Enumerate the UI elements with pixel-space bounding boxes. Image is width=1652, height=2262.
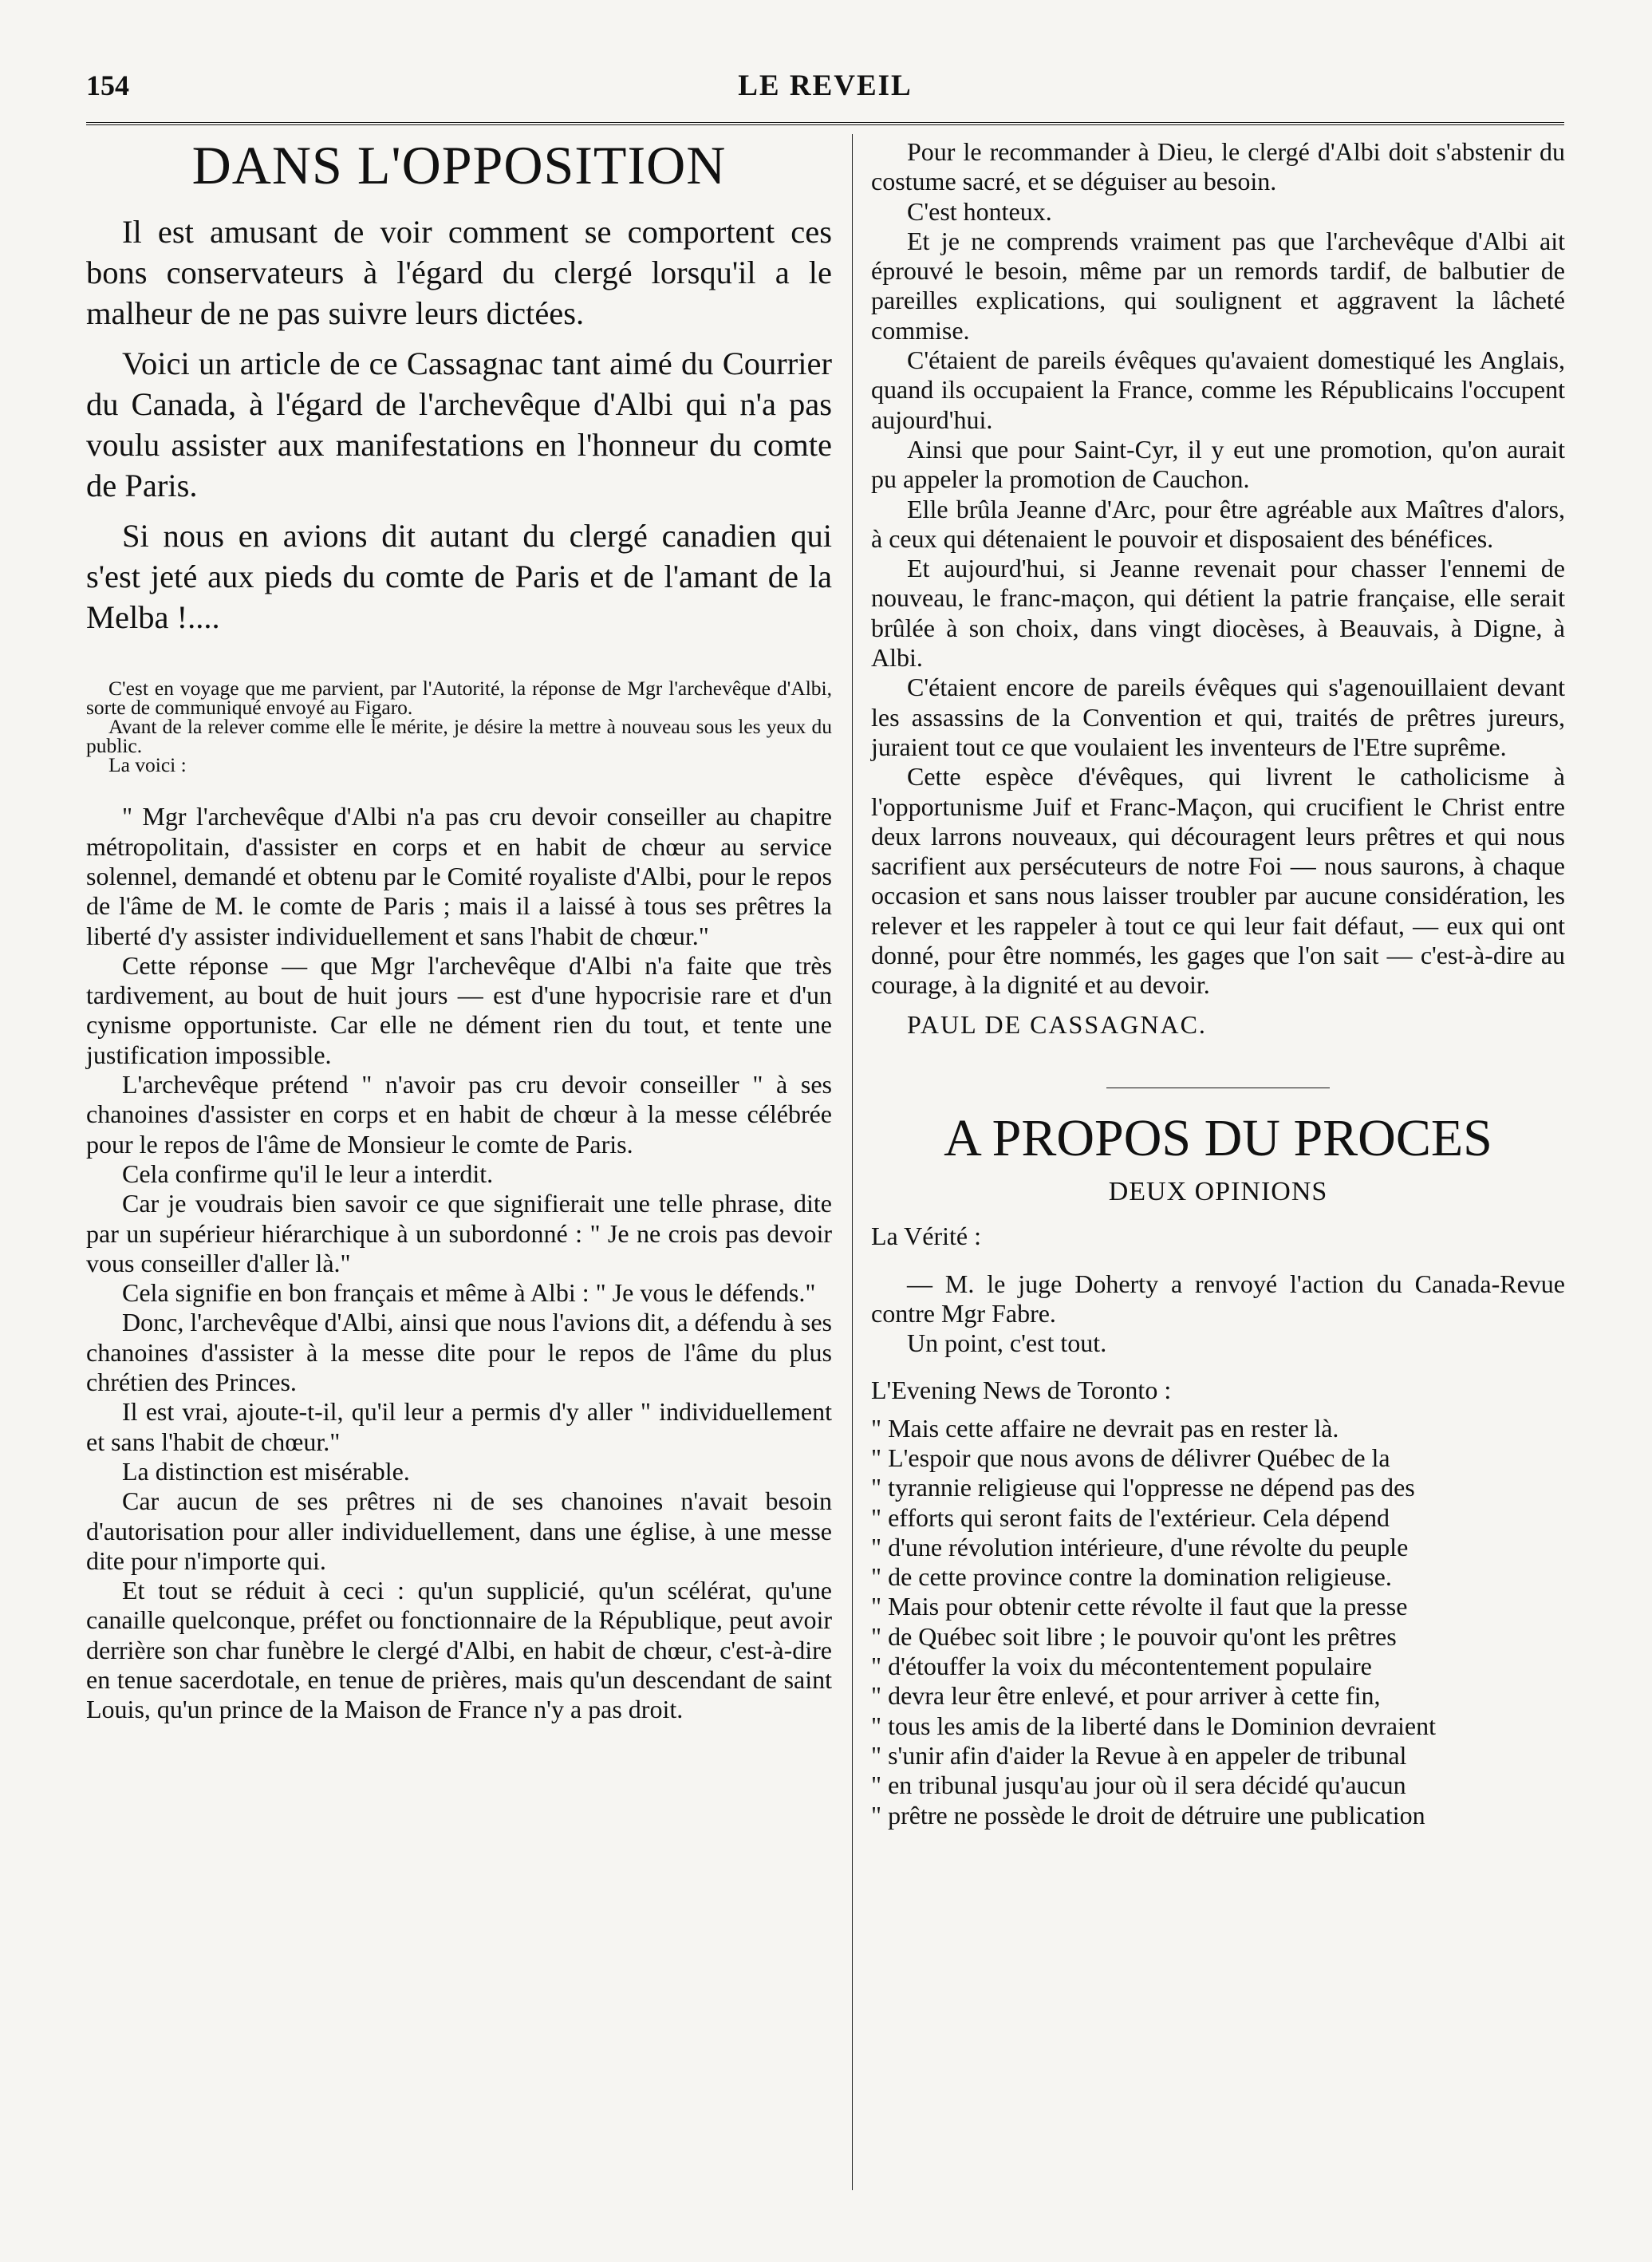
quote-line: " d'une révolution intérieure, d'une révolte du peuple xyxy=(871,1532,1409,1561)
body-paragraph: Et je ne comprends vraiment pas que l'archevêque d'Albi ait éprouvé le besoin, même par un remords tardif, de balbutier de pareilles explications, qui soulignent et aggravent la lâcheté commise. xyxy=(871,226,1565,345)
note-paragraph: La voici : xyxy=(108,753,187,777)
article-body xyxy=(86,802,832,1724)
body-paragraph: Cela confirme qu'il le leur a interdit. xyxy=(122,1159,494,1188)
body-paragraph: L'archevêque prétend " n'avoir pas cru devoir conseiller " à ses chanoines d'assister en corps et en habit de chœur à la messe célébrée pour le repos de l'âme de Monsieur le comte de Paris. xyxy=(86,1070,832,1159)
quote-line: " Mais cette affaire ne devrait pas en rester là. xyxy=(871,1413,1339,1443)
body-paragraph: Ainsi que pour Saint-Cyr, il y eut une promotion, qu'on aurait pu appeler la promotion de Cauchon. xyxy=(871,434,1565,494)
source-label: La Vérité : xyxy=(871,1222,982,1251)
second-article-subtitle: DEUX OPINIONS xyxy=(1108,1177,1328,1207)
article-continuation xyxy=(871,137,1565,1040)
body-paragraph: Car aucun de ses prêtres ni de ses chanoines n'avait besoin d'autorisation pour aller individuellement, dans une église, à une messe dite pour n'importe qui. xyxy=(86,1486,832,1575)
article-lead xyxy=(86,211,832,638)
quote-line: " en tribunal jusqu'au jour où il sera décidé qu'aucun xyxy=(871,1771,1406,1800)
body-paragraph: " Mgr l'archevêque d'Albi n'a pas cru devoir conseiller au chapitre métropolitain, d'assister en corps et en habit de chœur au service solennel, demandé et obtenu par le Comité royaliste d'Albi, pour le repos de l'âme de M. le comte de Paris ; mais il a laissé à tous ses prêtres la liberté d'y assister individuellement et sans l'habit de chœur." xyxy=(86,802,832,950)
page-number: 154 xyxy=(86,69,129,101)
quote-line: " tous les amis de la liberté dans le Dominion devraient xyxy=(871,1711,1436,1740)
quote-line: " de Québec soit libre ; le pouvoir qu'ont les prêtres xyxy=(871,1621,1397,1651)
body-paragraph: Cela signifie en bon français et même à Albi : " Je vous le défends." xyxy=(122,1278,816,1308)
note-paragraph: Avant de la relever comme elle le mérite, je désire la mettre à nouveau sous les yeux du public. xyxy=(86,715,832,758)
page-header xyxy=(86,69,1564,109)
body-paragraph: Elle brûla Jeanne d'Arc, pour être agréable aux Maîtres d'alors, à ceux qui détenaient le pouvoir et disposaient des bénéfices. xyxy=(871,494,1565,553)
lead-paragraph: Si nous en avions dit autant du clergé canadien qui s'est jeté aux pieds du comte de Paris et de l'amant de la Melba !.... xyxy=(86,518,832,636)
article-title: DANS L'OPPOSITION xyxy=(191,135,727,195)
body-paragraph: Cette réponse — que Mgr l'archevêque d'Albi n'a faite que très tardivement, au bout de huit jours — est d'une hypocrisie rare et d'un cynisme opportuniste. Car elle ne dément rien du tout, et tente une justification impossible. xyxy=(86,950,832,1069)
body-paragraph: Cette espèce d'évêques, qui livrent le catholicisme à l'opportunisme Juif et Franc-Maçon, qui crucifient le Christ entre deux larrons nouveaux, qui découragent leurs prêtres et qui nous sacrifient aux persécuteurs de notre Foi — nous saurons, à chaque occasion et sans nous laisser troubler par aucune considération, les relever et les rappeler à tout ce qui leur fait défaut, — eux qui ont donné, pour être nommés, les gages que l'on sait — c'est-à-dire au courage, à la dignité et au devoir. xyxy=(871,762,1565,1000)
quote-line: " de cette province contre la domination religieuse. xyxy=(871,1562,1392,1592)
quote-line: " tyrannie religieuse qui l'oppresse ne dépend pas des xyxy=(871,1473,1415,1502)
lead-paragraph: Il est amusant de voir comment se comportent ces bons conservateurs à l'égard du clergé lorsqu'il a le malheur de ne pas suivre leurs dictées. xyxy=(86,214,832,332)
second-article-body xyxy=(871,1222,1565,1830)
intro-note xyxy=(86,679,832,775)
body-paragraph: Donc, l'archevêque d'Albi, ainsi que nous l'avions dit, a défendu à ses chanoines d'assister à la messe dite pour le repos de l'âme du plus chrétien des Princes. xyxy=(86,1308,832,1397)
right-column xyxy=(871,137,1565,1830)
body-paragraph: Un point, c'est tout. xyxy=(907,1328,1107,1358)
body-paragraph: La distinction est misérable. xyxy=(122,1456,410,1486)
quote-line: " devra leur être enlevé, et pour arriver à cette fin, xyxy=(871,1681,1381,1711)
author-signature: PAUL DE CASSAGNAC. xyxy=(907,1009,1207,1039)
lead-paragraph: Voici un article de ce Cassagnac tant aimé du Courrier du Canada, à l'égard de l'archevêque d'Albi qui n'a pas voulu assister aux manifestations en l'honneur du comte de Paris. xyxy=(86,345,832,504)
left-column xyxy=(86,137,832,1725)
quote-line: " L'espoir que nous avons de délivrer Québec de la xyxy=(871,1443,1390,1472)
body-paragraph: C'est honteux. xyxy=(907,196,1052,226)
body-paragraph: Pour le recommander à Dieu, le clergé d'Albi doit s'abstenir du costume sacré, et se déguiser au besoin. xyxy=(871,137,1565,196)
quote-line: " s'unir afin d'aider la Revue à en appeler de tribunal xyxy=(871,1740,1407,1770)
second-article-title: A PROPOS DU PROCES xyxy=(944,1108,1492,1167)
note-paragraph: C'est en voyage que me parvient, par l'Autorité, la réponse de Mgr l'archevêque d'Albi, sorte de communiqué envoyé au Figaro. xyxy=(86,677,832,720)
body-paragraph: Et tout se réduit à ceci : qu'un supplicié, qu'un scélérat, qu'une canaille quelconque, préfet ou fonctionnaire de la République, peut avoir derrière son char funèbre le clergé d'Albi, en habit de chœur, c'est-à-dire en tenue sacerdotale, en tenue de prières, mais qu'un descendant de saint Louis, qu'un prince de la Maison de France n'y a pas droit. xyxy=(86,1576,832,1724)
header-rule xyxy=(86,122,1564,125)
body-paragraph: Car je voudrais bien savoir ce que signifierait une telle phrase, dite par un supérieur hiérarchique à un subordonné : " Je ne crois pas devoir vous conseiller d'aller là." xyxy=(86,1189,832,1277)
column-divider xyxy=(852,134,853,2190)
quote-line: " prêtre ne possède le droit de détruire une publication xyxy=(871,1800,1425,1830)
quote-line: " Mais pour obtenir cette révolte il faut que la presse xyxy=(871,1592,1408,1621)
body-paragraph: Il est vrai, ajoute-t-il, qu'il leur a permis d'y aller " individuellement et sans l'habit de chœur." xyxy=(86,1397,832,1456)
body-paragraph: Et aujourd'hui, si Jeanne revenait pour chasser l'ennemi de nouveau, le franc-maçon, qui détient la patrie française, elle serait brûlée à son choix, dans vingt diocèses, à Beauvais, à Digne, à Albi. xyxy=(871,554,1565,673)
body-paragraph: — M. le juge Doherty a renvoyé l'action du Canada-Revue contre Mgr Fabre. xyxy=(871,1269,1565,1328)
quote-line: " d'étouffer la voix du mécontentement populaire xyxy=(871,1652,1372,1681)
body-paragraph: C'étaient encore de pareils évêques qui s'agenouillaient devant les assassins de la Convention et qui, traités de prêtres jureurs, juraient tout ce que voulaient les inventeurs de l'Etre suprême. xyxy=(871,673,1565,761)
source-label: L'Evening News de Toronto : xyxy=(871,1376,1172,1405)
quoted-passage xyxy=(871,1414,1565,1830)
body-paragraph: C'étaient de pareils évêques qu'avaient domestiqué les Anglais, quand ils occupaient la France, comme les Républicains l'occupent aujourd'hui. xyxy=(871,345,1565,434)
running-head: LE REVEIL xyxy=(738,69,913,102)
quote-line: " efforts qui seront faits de l'extérieur. Cela dépend xyxy=(871,1502,1390,1532)
